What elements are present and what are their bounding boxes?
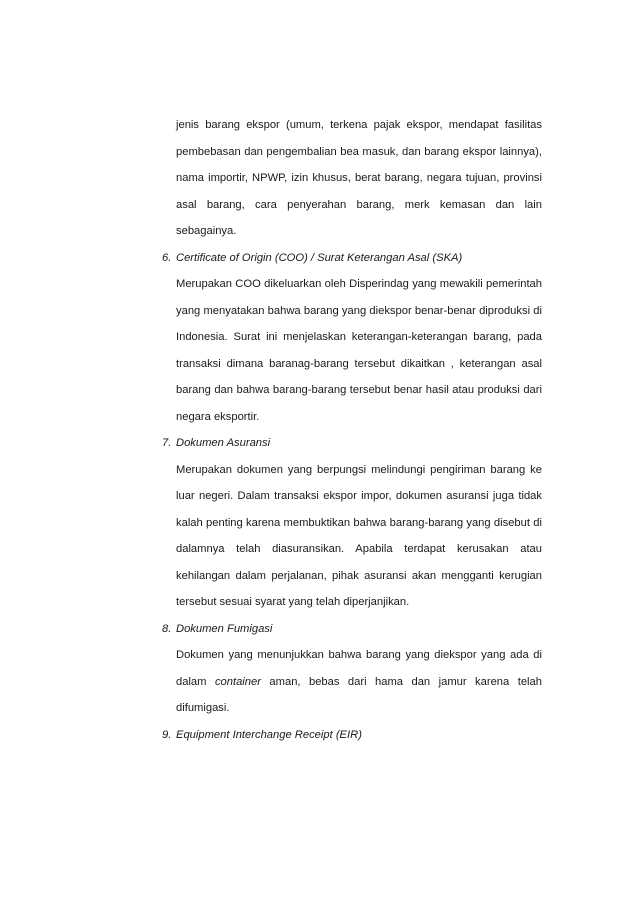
item-8-body-italic: container [214,675,261,688]
item-7-heading [158,430,542,457]
item-7-number: 7. [162,437,172,449]
item-6-number: 6. [162,251,172,264]
item-9-title: Equipment Interchange Receipt (EIR) [176,728,362,741]
item-8-body-end: aman, bebas dari hama dan jamur karena telah difumigasi. [176,675,542,714]
item-7-title: Dokumen Asuransi [176,437,271,449]
item-8-title: Dokumen Fumigasi [176,622,273,635]
item-8-body [158,642,542,722]
item-8-body-start: Dokumen yang menunjukkan bahwa barang yang diekspor yang ada di dalam [176,649,542,688]
item-6-heading [158,245,542,272]
item-6-body: Merupakan COO dikeluarkan oleh Disperindag yang mewakili pemerintah yang menyatakan bahwa barang yang diekspor benar-benar diproduksi di Indonesia. Surat ini menjelaskan keterangan-keterangan barang, pada transaksi dimana baranag-barang tersebut dikaitkan , keterangan asal barang dan bahwa barang-barang tersebut benar hasil atau produksi dari negara eksportir. [176,278,542,423]
document-body [158,112,542,748]
intro-paragraph: jenis barang ekspor (umum, terkena pajak ekspor, mendapat fasilitas pembebasan dan pengembalian bea masuk, dan barang ekspor lainnya), nama importir, NPWP, izin khusus, berat barang, negara tujuan, provinsi asal barang, cara penyerahan barang, merk kemasan dan lain sebagainya. [176,119,542,237]
item-8-number: 8. [162,622,172,635]
item-7-body: Merupakan dokumen yang berpungsi melindungi pengiriman barang ke luar negeri. Dalam transaksi ekspor impor, dokumen asuransi juga tidak kalah penting karena membuktikan bahwa barang-barang yang disebut di dalamnya telah diasuransikan. Apabila terdapat kerusakan atau kehilangan dalam perjalanan, pihak asuransi akan mengganti kerugian tersebut sesuai syarat yang telah diperjanjikan. [176,463,542,608]
item-8-heading [158,616,542,643]
item-6-title: Certificate of Origin (COO) / Surat Keterangan Asal (SKA) [176,251,463,264]
item-9-number: 9. [162,728,172,741]
item-9-heading [158,722,542,749]
